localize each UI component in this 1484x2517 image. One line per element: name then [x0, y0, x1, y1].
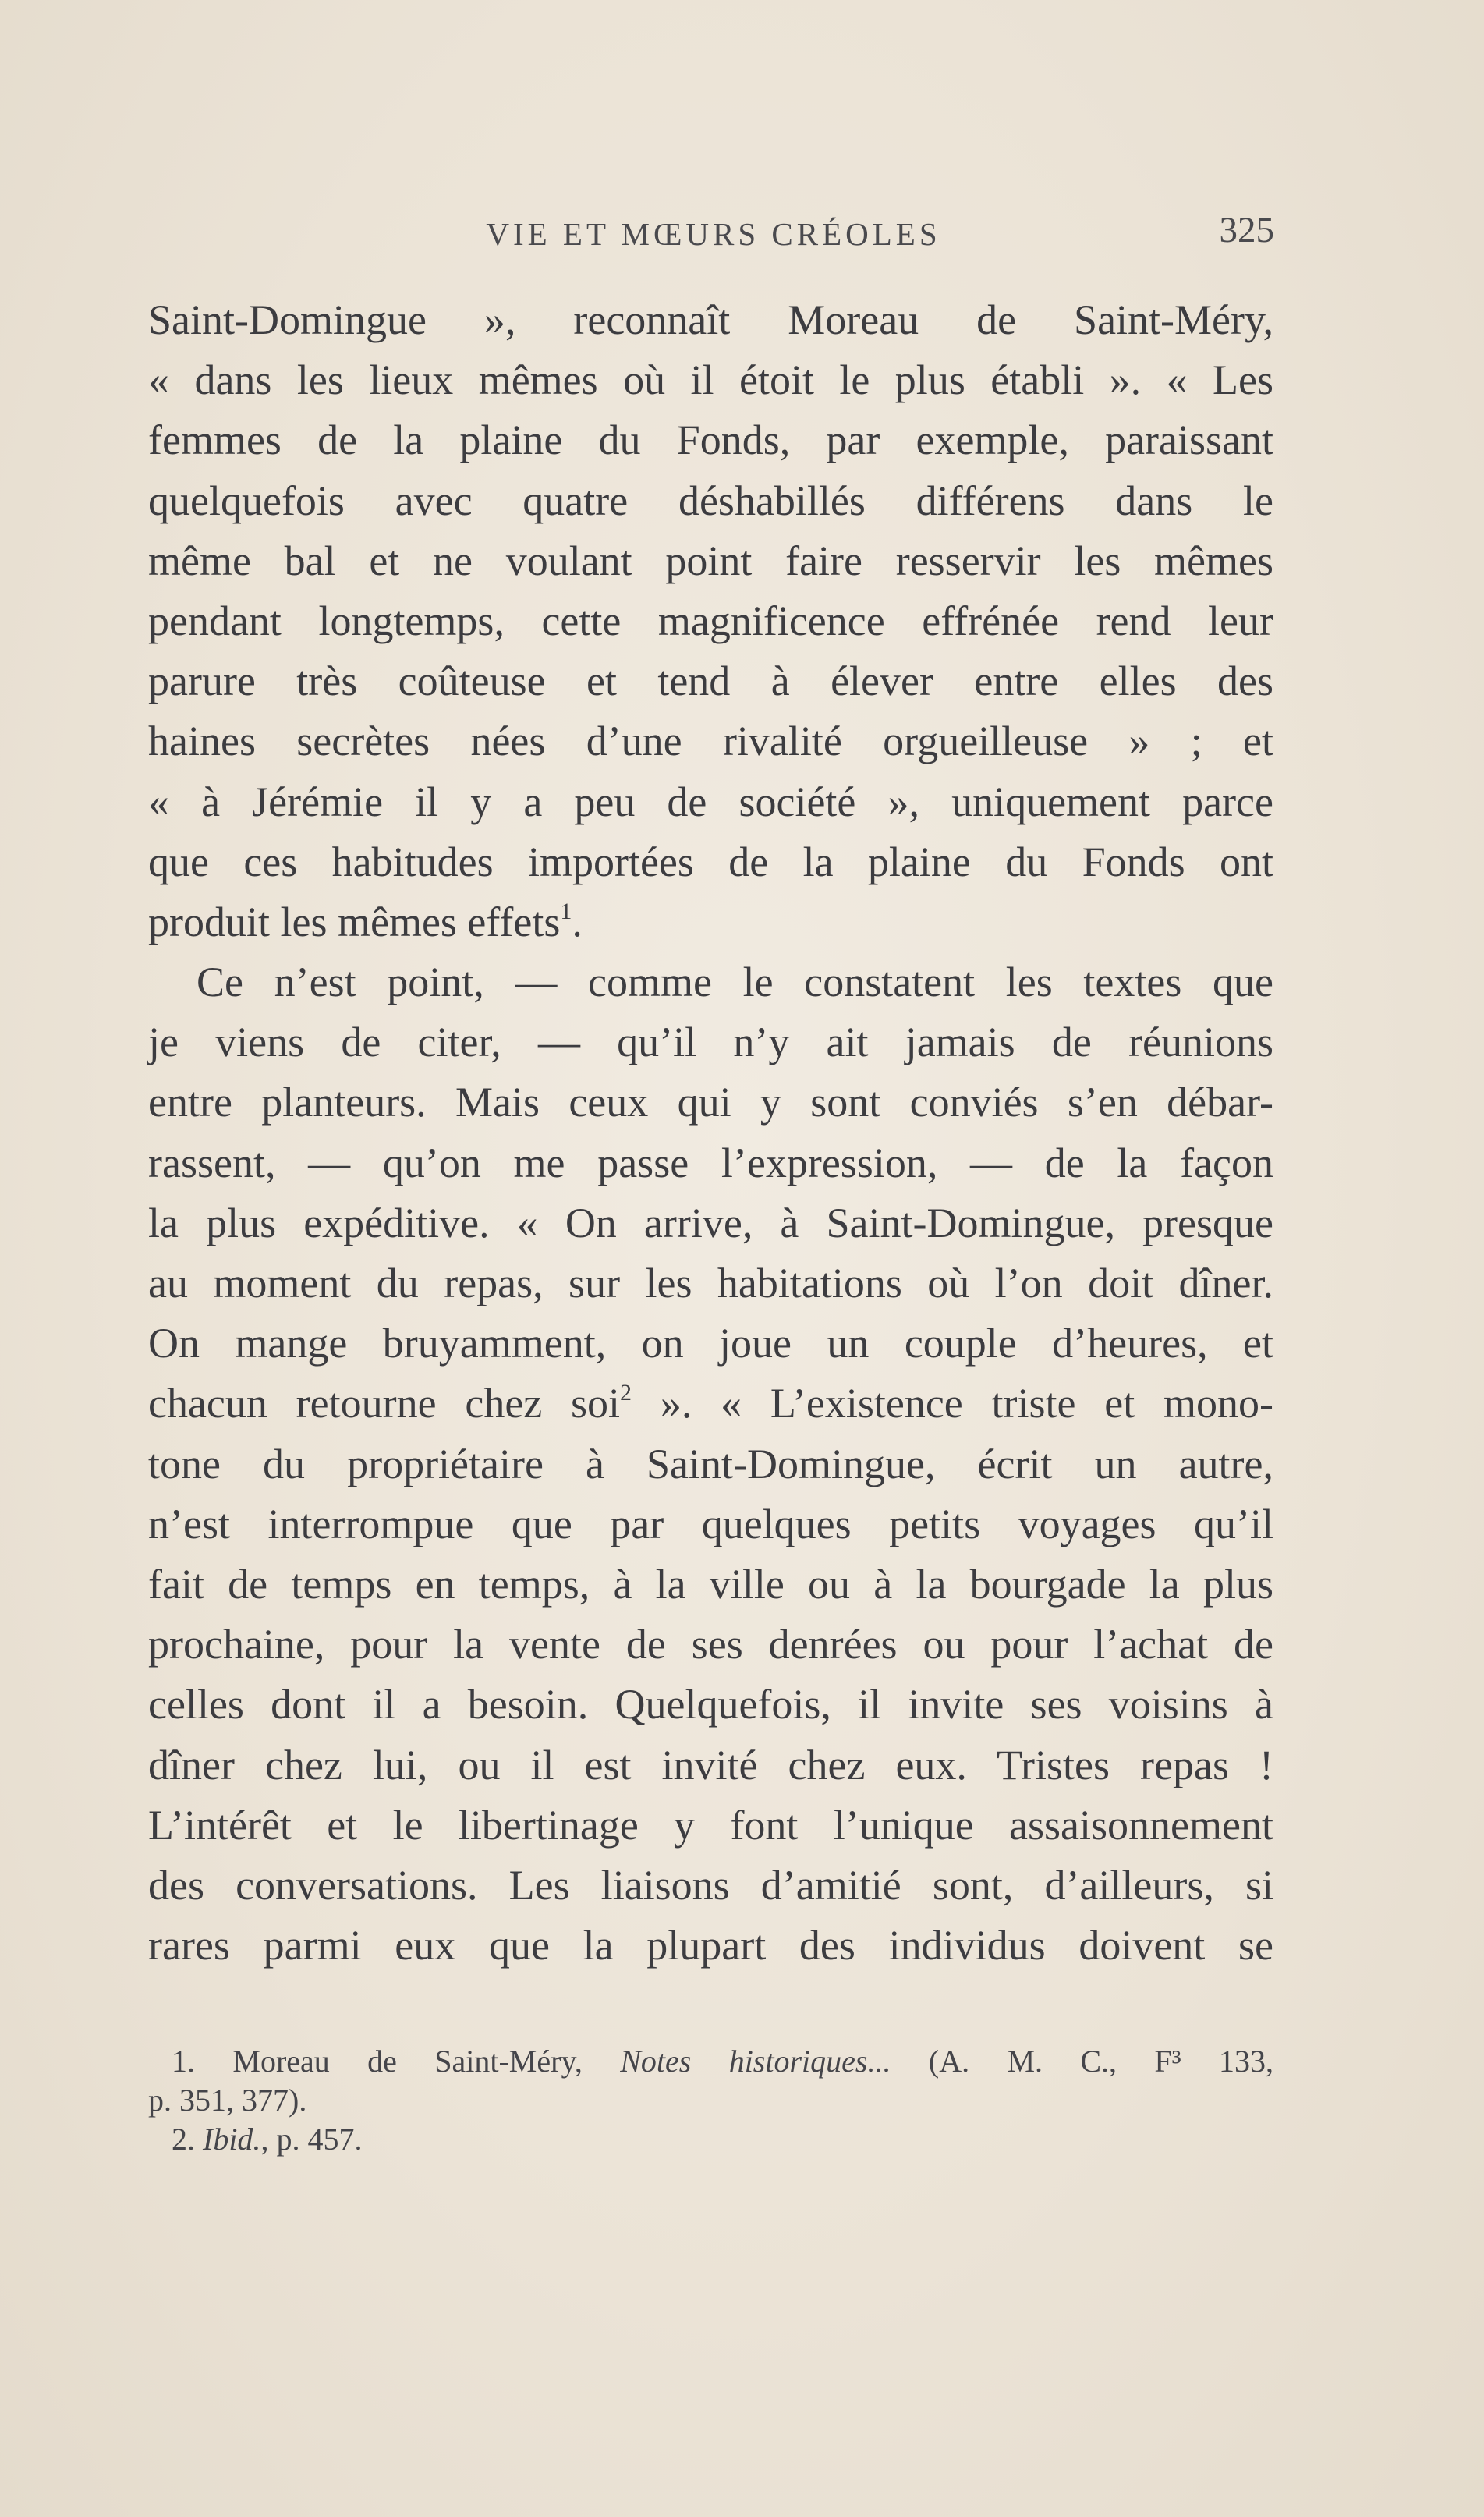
body-text — [148, 290, 1273, 1976]
text-line: la plus expéditive. « On arrive, à Saint-Domingue, presque — [148, 1199, 1273, 1246]
text-line: Saint-Domingue », reconnaît Moreau de Saint-Méry, — [148, 296, 1273, 343]
text-line: tone du propriétaire à Saint-Domingue, écrit un autre, — [148, 1440, 1273, 1487]
text-line — [148, 1374, 1273, 1434]
text-line: « à Jérémie il y a peu de société », uniquement parce — [148, 778, 1273, 825]
text-line: L’intérêt et le libertinage y font l’unique assaisonnement — [148, 1801, 1273, 1849]
line-text: produit les mêmes effets — [148, 898, 561, 945]
text-line: pendant longtemps, cette magnificence effrénée rend leur — [148, 597, 1273, 644]
text-line: Ce n’est point, — comme le constatent les textes que — [197, 959, 1273, 1006]
footnote-ref-2: 2 — [620, 1380, 632, 1406]
line-end: ». « L’existence triste et mono- — [632, 1380, 1273, 1427]
text-line: fait de temps en temps, à la ville ou à la bourgade la plus — [148, 1560, 1273, 1608]
page-number: 325 — [1219, 210, 1274, 250]
footnote-pages: p. 351, 377). — [148, 2083, 307, 2118]
footnote-title: Notes historiques... — [620, 2044, 891, 2079]
text-line: rassent, — qu’on me passe l’expression, — de la façon — [148, 1139, 1273, 1186]
footnote-ibid: Ibid. — [203, 2122, 261, 2157]
footnote-number: 2. — [172, 2122, 195, 2157]
footnote-number: 1. — [172, 2044, 195, 2079]
text-line — [148, 892, 1273, 952]
text-line: quelquefois avec quatre déshabillés différens dans le — [148, 477, 1273, 524]
text-line: n’est interrompue que par quelques petits voyages qu’il — [148, 1500, 1273, 1547]
footnote-author: Moreau de Saint-Méry, — [232, 2044, 583, 2079]
text-line: même bal et ne voulant point faire resservir les mêmes — [148, 537, 1273, 584]
text-line: celles dont il a besoin. Quelquefois, il invite ses voisins à — [148, 1681, 1273, 1728]
text-line: que ces habitudes importées de la plaine du Fonds ont — [148, 838, 1273, 885]
footnote-1 — [148, 2042, 1273, 2081]
running-head — [148, 209, 1279, 264]
text-line: On mange bruyamment, on joue un couple d’heures, et — [148, 1320, 1273, 1367]
text-line: je viens de citer, — qu’il n’y ait jamais de réunions — [148, 1019, 1273, 1066]
footnote-1-continued — [148, 2081, 1273, 2120]
line-text: chacun retourne chez soi — [148, 1380, 621, 1427]
running-title: VIE ET MŒURS CRÉOLES — [486, 216, 941, 252]
text-line: dîner chez lui, ou il est invité chez eux. Tristes repas ! — [148, 1741, 1273, 1788]
text-line: des conversations. Les liaisons d’amitié sont, d’ailleurs, si — [148, 1861, 1273, 1909]
line-end: . — [572, 898, 583, 945]
text-line: au moment du repas, sur les habitations où l’on doit dîner. — [148, 1260, 1273, 1306]
text-line: entre planteurs. Mais ceux qui y sont conviés s’en débar- — [148, 1079, 1273, 1126]
footnote-ref-1: 1 — [560, 898, 572, 924]
text-line: femmes de la plaine du Fonds, par exemple, paraissant — [148, 417, 1273, 464]
footnote-source: (A. M. C., F³ 133, — [928, 2044, 1274, 2079]
text-line: « dans les lieux mêmes où il étoit le plus établi ». « Les — [148, 356, 1273, 404]
footnote-page: , p. 457. — [260, 2122, 363, 2157]
text-line: rares parmi eux que la plupart des individus doivent se — [148, 1922, 1273, 1969]
text-line: prochaine, pour la vente de ses denrées ou pour l’achat de — [148, 1621, 1273, 1668]
text-line: haines secrètes nées d’une rivalité orgueilleuse » ; et — [148, 718, 1273, 765]
footnotes — [148, 2042, 1273, 2159]
text-line: parure très coûteuse et tend à élever entre elles des — [148, 658, 1273, 705]
footnote-2 — [148, 2120, 1273, 2159]
